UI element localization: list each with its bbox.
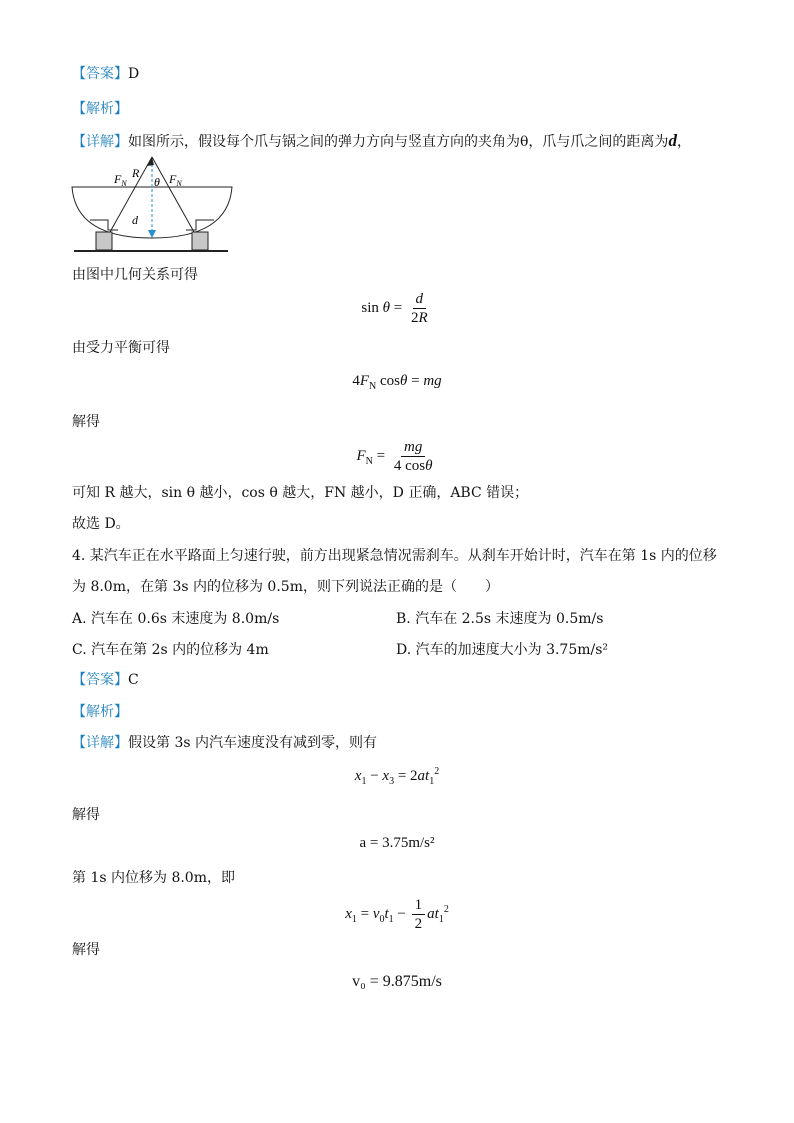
q3-answer: D — [128, 66, 140, 82]
answer-tag: 【答案】 — [72, 66, 128, 82]
theta-label: θ — [154, 175, 160, 189]
answer-tag: 【答案】 — [72, 672, 128, 688]
eq-fn: $F_N$ = $\frac{mg}{4 \cos\theta}$ — [356, 439, 433, 474]
fn-right-label: $F_N$ — [169, 172, 182, 188]
q3-final: 故选 D。 — [72, 516, 130, 532]
q3-detail-text: 如图所示，假设每个爪与锅之间的弹力方向与竖直方向的夹角为θ，爪与爪之间的距离为 — [128, 134, 669, 150]
pan-claw-figure — [68, 152, 238, 258]
q3-detail-var: d — [668, 131, 677, 150]
eq-x1: $x_1 = v_0t_1$ − $\frac{1}{2}$ $at_1^2$ — [345, 897, 449, 932]
q4-detail-text: 假设第 3s 内汽车速度没有减到零，则有 — [128, 735, 377, 751]
q4-detail-line — [72, 733, 377, 753]
q3-answer-line — [72, 64, 139, 84]
eq-sin-theta: sin θ = $\frac{d}{2R}$ — [361, 291, 428, 326]
q3-solve-text: 解得 — [72, 414, 100, 430]
q4-stem-2: 为 8.0m，在第 3s 内的位移为 0.5m，则下列说法正确的是（ ） — [72, 579, 499, 595]
q4-solve-text-2: 解得 — [72, 942, 100, 958]
q4-answer-line — [72, 670, 139, 690]
q3-detail-line — [72, 131, 691, 152]
detail-tag: 【详解】 — [72, 134, 128, 150]
q3-geo-text: 由图中几何关系可得 — [72, 267, 198, 283]
eq-balance: $4F_N$ cosθ = mg — [352, 373, 442, 392]
fn-left-label: $F_N$ — [114, 172, 127, 188]
q4-disp-text: 第 1s 内位移为 8.0m，即 — [72, 870, 235, 886]
q4-stem-1: 4. 某汽车正在水平路面上匀速行驶，前方出现紧急情况需刹车。从刹车开始计时，汽车在第 1s 内的位移 — [72, 548, 717, 564]
q3-balance-text: 由受力平衡可得 — [72, 340, 170, 356]
q4-option-d: D. 汽车的加速度大小为 3.75m/s² — [396, 642, 609, 658]
q3-conclusion: 可知 R 越大，sin θ 越小，cos θ 越大，FN 越小，D 正确，ABC 错误； — [72, 485, 529, 501]
q4-option-b: B. 汽车在 2.5s 末速度为 0.5m/s — [396, 611, 604, 627]
q4-solve-text: 解得 — [72, 807, 100, 823]
q4-option-c: C. 汽车在第 2s 内的位移为 4m — [72, 642, 269, 658]
q3-analysis-tag: 【解析】 — [72, 101, 128, 117]
eq-v0-value: v₀ = 9.875m/s — [352, 973, 442, 990]
r-label: R — [132, 166, 140, 180]
q4-analysis-tag: 【解析】 — [72, 704, 128, 720]
detail-tag: 【详解】 — [72, 735, 128, 751]
eq-a-value: a = 3.75m/s² — [359, 835, 435, 851]
q4-option-a: A. 汽车在 0.6s 末速度为 8.0m/s — [72, 611, 280, 627]
q3-detail-end: ， — [676, 134, 691, 150]
eq-x1-x3: $x_1 - x_3 = 2at_1^2$ — [354, 766, 440, 787]
d-label: d — [132, 213, 138, 227]
q4-answer: C — [128, 672, 139, 688]
